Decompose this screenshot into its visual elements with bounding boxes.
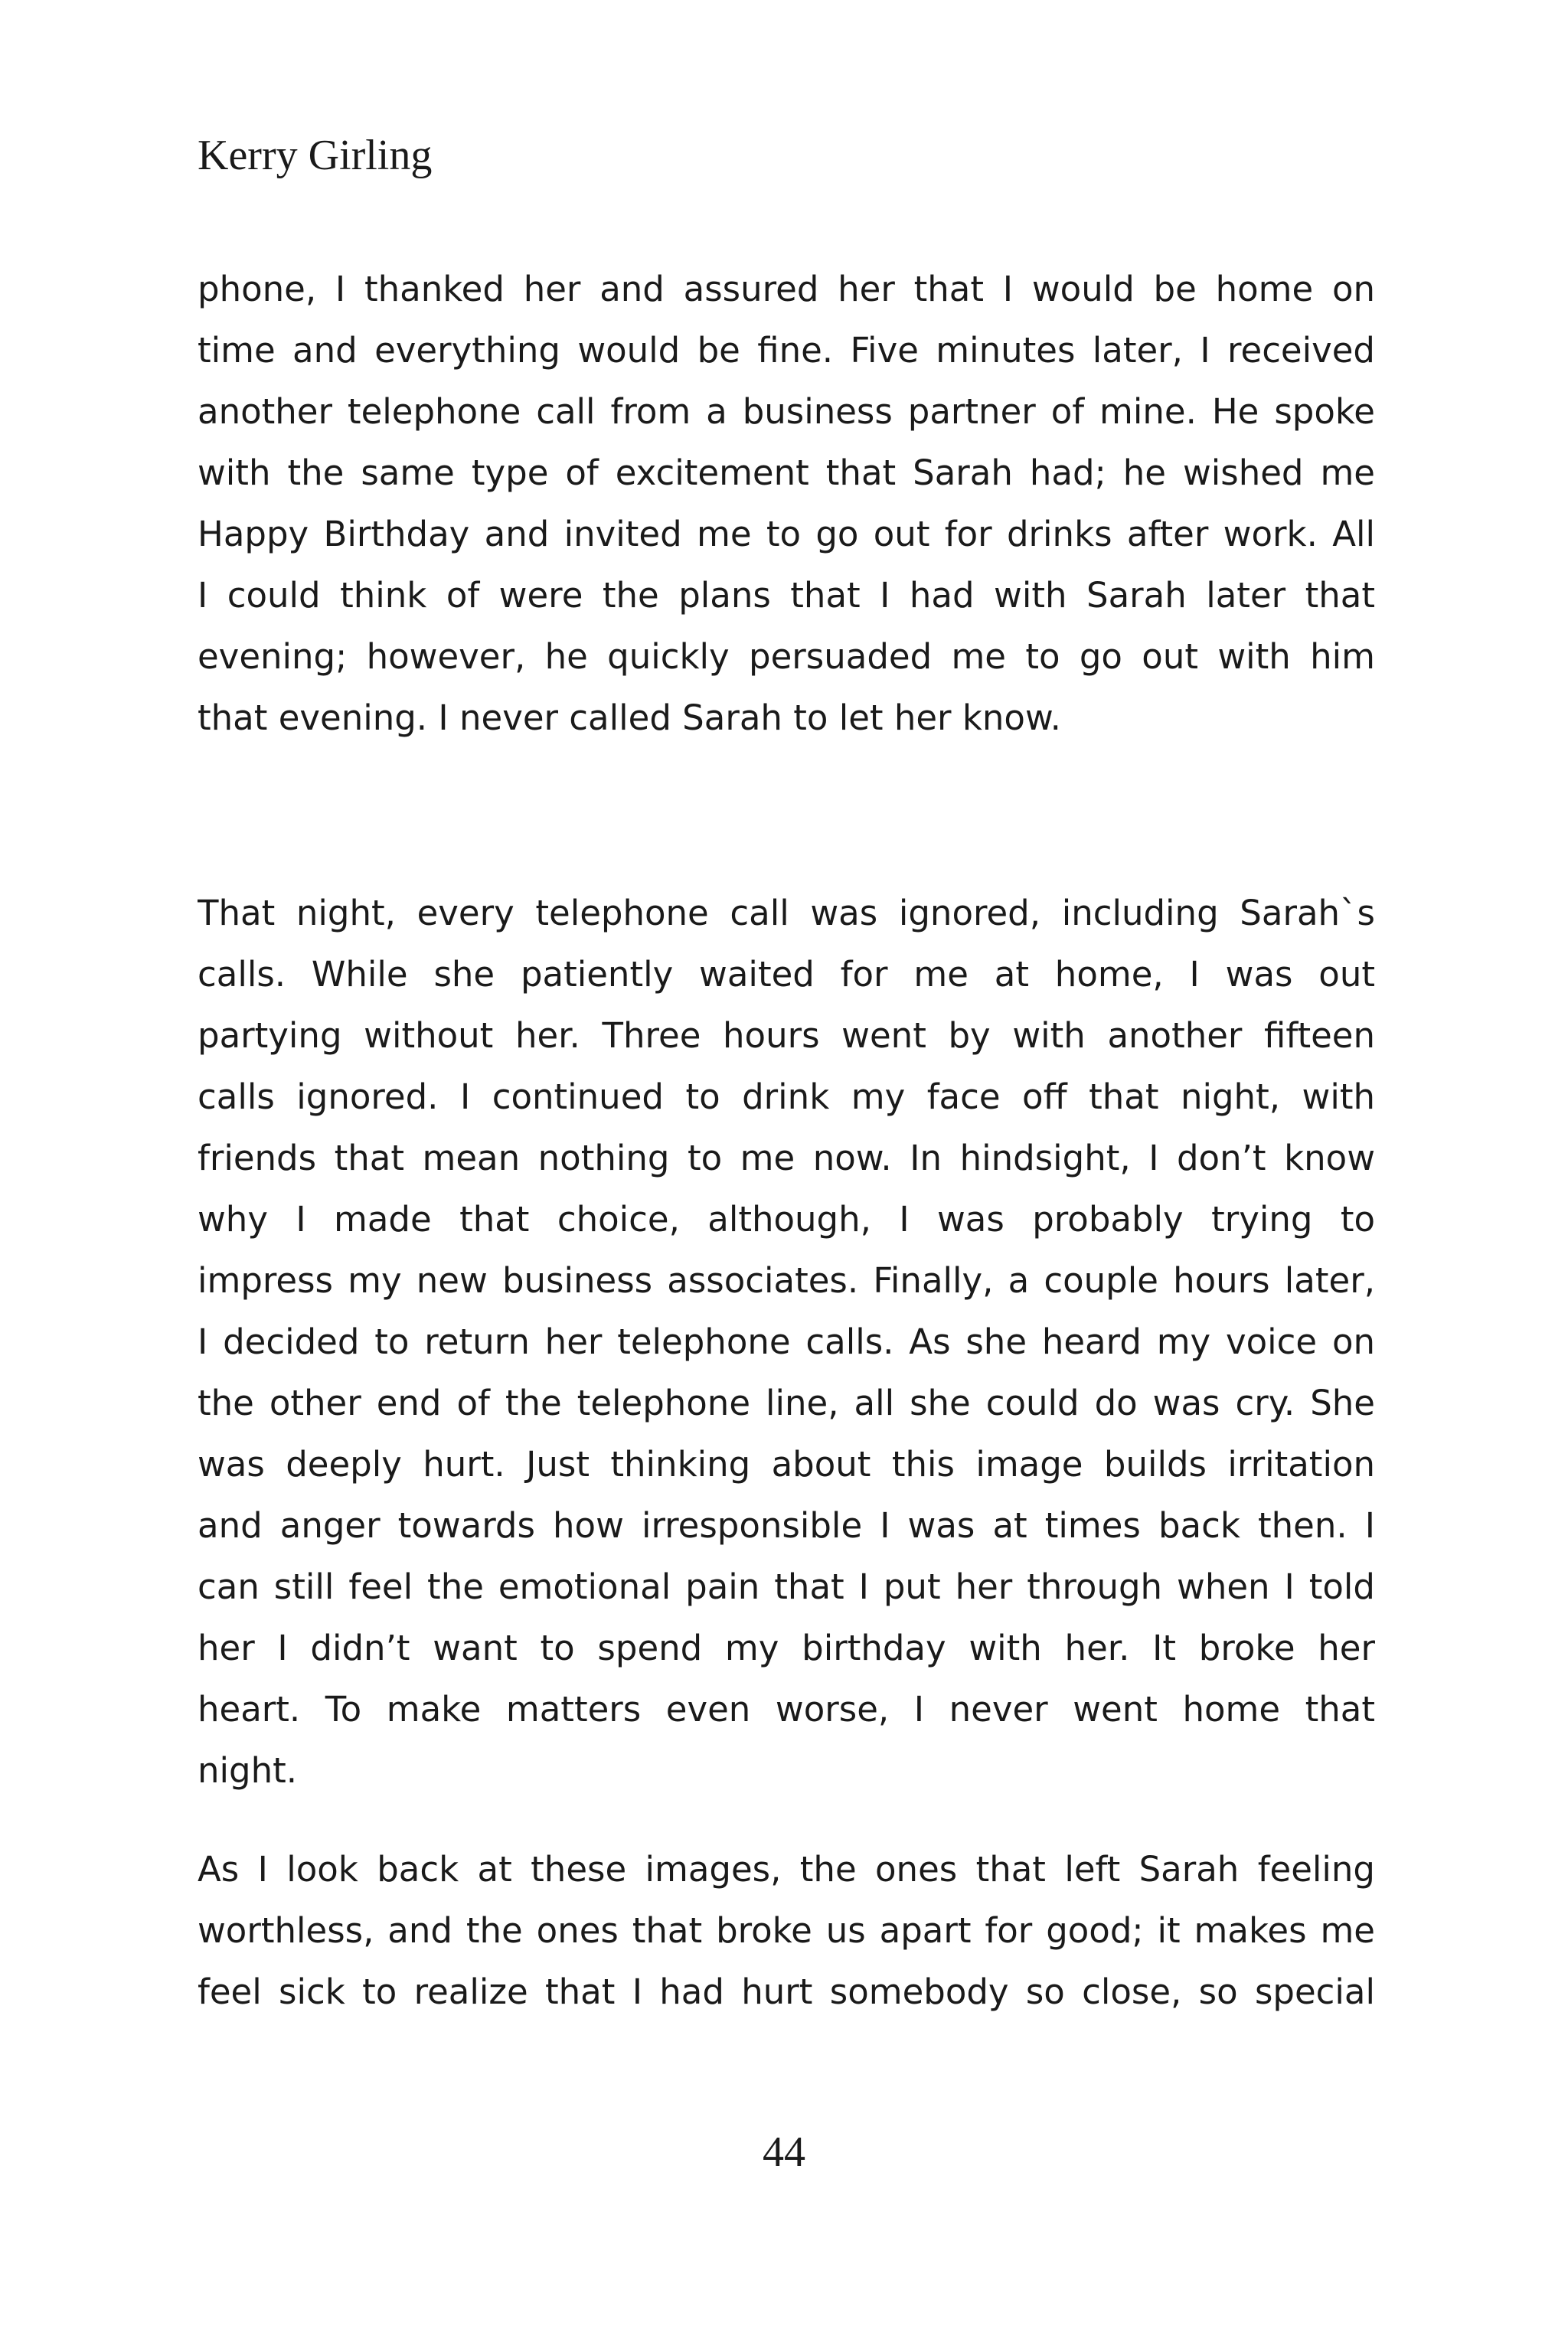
text-line: that evening. I never called Sarah to let her know. [198,697,1061,738]
running-head-author: Kerry Girling [198,132,433,179]
text-line: her I didn’t want to spend my birthday with her. It broke her [198,1628,1375,1668]
text-line: I decided to return her telephone calls. As she heard my voice on [198,1321,1375,1362]
text-line: night. [198,1750,298,1791]
paragraph-3 [198,1839,1375,2023]
text-line: worthless, and the ones that broke us apart for good; it makes me [198,1910,1375,1951]
paragraph-1 [198,259,1375,749]
text-line: evening; however, he quickly persuaded me to go out with him [198,636,1375,677]
text-line: can still feel the emotional pain that I put her through when I told [198,1566,1375,1607]
text-line: another telephone call from a business partner of mine. He spoke [198,391,1375,432]
text-line: calls. While she patiently waited for me at home, I was out [198,954,1375,995]
text-line: with the same type of excitement that Sarah had; he wished me [198,452,1375,493]
text-line: impress my new business associates. Finally, a couple hours later, [198,1260,1375,1301]
text-line: friends that mean nothing to me now. In hindsight, I don’t know [198,1138,1375,1178]
text-line: Happy Birthday and invited me to go out for drinks after work. All [198,514,1375,554]
paragraph-2 [198,883,1375,1802]
text-line: phone, I thanked her and assured her that I would be home on [198,269,1375,309]
text-line: I could think of were the plans that I had with Sarah later that [198,575,1375,616]
text-line: That night, every telephone call was ignored, including Sarah`s [198,893,1375,933]
text-line: and anger towards how irresponsible I was at times back then. I [198,1505,1375,1546]
text-line: was deeply hurt. Just thinking about this image builds irritation [198,1444,1375,1485]
text-line: As I look back at these images, the ones that left Sarah feeling [198,1849,1375,1890]
text-line: partying without her. Three hours went by with another fifteen [198,1015,1375,1056]
text-line: feel sick to realize that I had hurt somebody so close, so special [198,1971,1375,2012]
page-number: 44 [763,2128,805,2176]
text-line: why I made that choice, although, I was probably trying to [198,1199,1375,1240]
text-line: time and everything would be fine. Five minutes later, I received [198,330,1375,371]
text-line: calls ignored. I continued to drink my face off that night, with [198,1076,1375,1117]
text-line: heart. To make matters even worse, I never went home that [198,1689,1375,1730]
text-line: the other end of the telephone line, all she could do was cry. She [198,1383,1375,1423]
